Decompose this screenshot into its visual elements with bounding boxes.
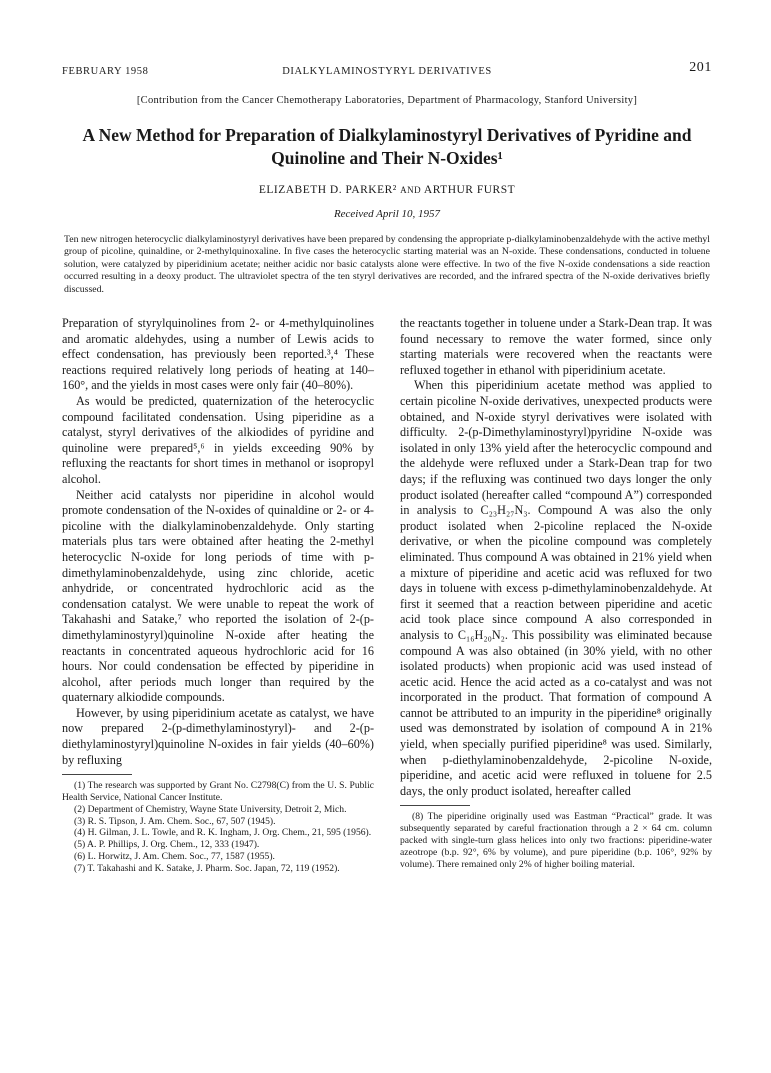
paragraph: the reactants together in toluene under a Stark-Dean trap. It was found necessary to remove the water formed, since only starting materials were recovered when the reactants were refluxed together in ethanol with piperidinium acetate. [400,316,712,377]
article-title: A New Method for Preparation of Dialkylaminostyryl Derivatives of Pyridine and Quinoline and Their N-Oxides¹ [82,125,692,168]
contribution-line: [Contribution from the Cancer Chemotherapy Laboratories, Department of Pharmacology, Stanford University] [136,95,638,106]
left-column [62,316,374,875]
received-date: Received April 10, 1957 [333,208,441,220]
footnotes-right [400,811,712,870]
paragraph: However, by using piperidinium acetate as catalyst, we have now prepared 2-(p-dimethylaminostyryl)- and 2-(p-diethylaminostyryl)quinoline N-oxides in fair yields (40–60%) by refluxing [62,705,374,767]
footnotes-left [62,780,374,874]
footnote-rule [62,774,132,775]
author-1: ELIZABETH D. PARKER² [258,184,397,196]
abstract: Ten new nitrogen heterocyclic dialkylaminostyryl derivatives have been prepared by condensing the appropriate p-dialkylaminobenzaldehyde with the active methyl group of picoline, quinaldine, or 2-methylquinoxaline. In five cases the heterocyclic starting material was an N-oxide. These condensations, conducted in toluene solution, were catalyzed by piperidinium acetate; neither acidic nor basic catalysts alone were effective. In two of the five N-oxide condensations a side reaction occurred resulting in a deoxy product. The ultraviolet spectra of the ten styryl derivatives are recorded, and the infrared spectra of the N-oxide derivatives briefly discussed. [64,234,710,295]
footnote-rule [400,805,470,806]
running-head [62,60,712,82]
running-title: DIALKYLAMINOSTYRYL DERIVATIVES [282,66,492,77]
footnote: (2) Department of Chemistry, Wayne State University, Detroit 2, Mich. [74,803,347,815]
page-number: 201 [689,60,712,75]
footnote: (1) The research was supported by Grant No. C2798(C) from the U. S. Public Health Service, National Cancer Institute. [62,780,374,804]
paragraph: As would be predicted, quaternization of the heterocyclic compound facilitated condensation. Using piperidine as a catalyst, styryl derivatives of the alkiodides of pyridine and quinoline were prepared⁵,⁶ in yields exceeding 90% by refluxing the reactants for short times in methanol or isopropyl alcohol. [62,394,374,486]
footnote: (8) The piperidine originally used was Eastman “Practical” grade. It was subsequently separated by careful fractionation through a 2 × 64 cm. column packed with single-turn glass helices into only two fractions: piperidine-water azeotrope (b.p. 92°, 6% by volume), and pure piperidine (b.p. 106°, 92% by volume). There remained only 2% of higher boiling material. [400,811,712,870]
paragraph: Neither acid catalysts nor piperidine in alcohol would promote condensation of the N-oxides of quinaldine or 2- or 4-picoline with the dialkylaminobenzaldehyde. Only starting materials plus tars were obtained after heating the 2-methyl heterocyclic N-oxide for long periods of time with p-dimethylaminobenzaldehyde, using zinc chloride, acetic anhydride, or concentrated hydrochloric acid as the condensation catalyst. We were unable to repeat the work of Takahashi and Satake,⁷ who reported the isolation of 2-(p-dimethylaminostyryl)quinoline N-oxide after heating the reactants in concentrated aqueous hydrochloric acid for 16 hours. Nor could condensation be effected by piperidine in alcohol, after periods much longer than required by the quaternary alkiodide compounds. [62,487,374,705]
paragraph: When this piperidinium acetate method was applied to certain picoline N-oxide derivatives, unexpected products were obtained, and N-oxide styryl derivatives were isolated with difficulty. 2-(p-Dimethylaminostyryl)pyridine N-oxide was isolated in only 13% yield after the heterocyclic compound and the aldehyde were refluxed under a Stark-Dean trap for two days; if the refluxing was continued two days longer the only product isolated (hereafter called “compound A”) corresponded in analysis to C₂₃H₂₇N₃. Compound A was also the only product isolated when 2-picoline replaced the N-oxide derivative, or when the picoline compound was completely eliminated. Thus compound A was obtained in 21% yield when a mixture of piperidine and acetic acid was refluxed for two days in toluene with excess p-dimethylaminobenzaldehyde. At first it seemed that a reaction between piperidine and acetic acid took place since compound A also corresponded in analysis to C₁₆H₂₀N₂. This possibility was eliminated because compound A was also obtained (in 30% yield, with no other isolated products) when propionic acid was used instead of acetic acid. Hence the acid acted as a co-catalyst and was not incorporated in the product. That formation of compound A cannot be attributed to an impurity in the piperidine⁸ originally used was demonstrated by isolation of compound A in 21% yield, when specially purified piperidine⁸ was used. Similarly, when p-diethylaminobenzaldehyde, 2-picoline N-oxide, piperidine, and acetic acid were refluxed in toluene for 2.5 days, the only product isolated, hereafter called [400,378,712,798]
journal-page [62,60,712,874]
author-2: ARTHUR FURST [423,184,516,196]
footnote: (7) T. Takahashi and K. Satake, J. Pharm. Soc. Japan, 72, 119 (1952). [74,862,340,874]
footnote: (4) H. Gilman, J. L. Towle, and R. K. Ingham, J. Org. Chem., 21, 595 (1956). [74,827,372,839]
paragraph: Preparation of styrylquinolines from 2- or 4-methylquinolines and aromatic aldehydes, using a number of Lewis acids to effect condensation, has previously been reported.³,⁴ These reactions required relatively long periods of heating at 140–160°, and the yields in most cases were only fair (40–80%). [62,316,374,393]
author-line [62,184,712,196]
footnote: (6) L. Horwitz, J. Am. Chem. Soc., 77, 1587 (1955). [74,851,275,863]
author-conjunction: AND [400,185,422,195]
footnote: (3) R. S. Tipson, J. Am. Chem. Soc., 67, 507 (1945). [74,815,276,827]
footnote: (5) A. P. Phillips, J. Org. Chem., 12, 333 (1947). [74,839,260,851]
issue-date: FEBRUARY 1958 [62,66,149,77]
right-column [400,316,712,870]
